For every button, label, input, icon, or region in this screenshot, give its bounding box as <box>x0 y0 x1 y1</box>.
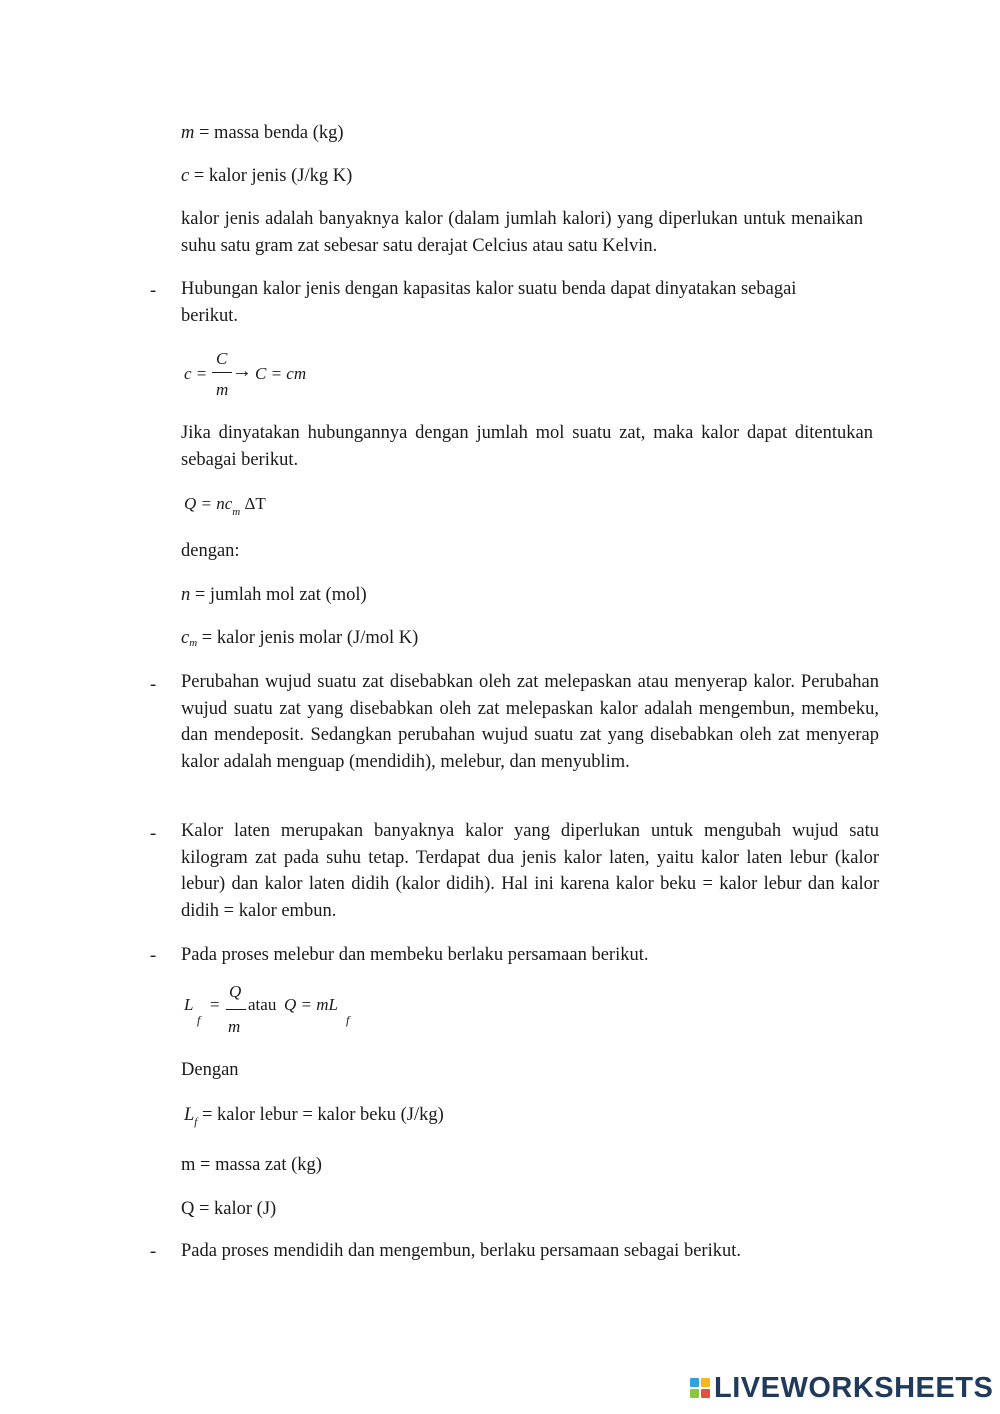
def-cm: cm = kalor jenis molar (J/mol K) <box>181 628 419 649</box>
def-lf: $L_f$ = kalor lebur = kalor beku (J/kg) <box>184 1105 444 1128</box>
bullet-dash: - <box>150 824 157 844</box>
def-m-zat: m = massa zat (kg) <box>181 1155 322 1175</box>
formula-q-ncm-dt: $Q = nc_m$ ΔT <box>184 494 266 518</box>
logo-blocks-icon <box>690 1378 710 1398</box>
kalor-jenis-definition: kalor jenis adalah banyaknya kalor (dalam jumlah kalori) yang diperlukan untuk menaikan suhu satu gram zat sebesar satu derajat Celcius atau satu Kelvin. <box>181 209 863 256</box>
bullet-melebur: Pada proses melebur dan membeku berlaku persamaan berikut. <box>181 945 649 965</box>
logo-block <box>690 1389 699 1398</box>
dengan-label-2: Dengan <box>181 1060 239 1080</box>
def-c: c = kalor jenis (J/kg K) <box>181 166 353 186</box>
bullet-kalor-laten: Kalor laten merupakan banyaknya kalor yang diperlukan untuk mengubah wujud satu kilogram zat pada suhu tetap. Terdapat dua jenis kalor laten, yaitu kalor laten lebur (kalor lebur) dan kalor laten didih (kalor didih). Hal ini karena kalor beku = kalor lebur dan kalor didih = kalor embun. <box>181 821 879 921</box>
logo-text: LIVEWORKSHEETS <box>714 1371 994 1404</box>
bullet-dash: - <box>150 675 157 695</box>
liveworksheets-logo <box>690 1373 993 1403</box>
logo-block <box>690 1378 699 1387</box>
mol-intro: Jika dinyatakan hubungannya dengan jumlah mol suatu zat, maka kalor dapat ditentukan sebagai berikut. <box>181 423 873 470</box>
def-m: m = massa benda (kg) <box>181 123 344 143</box>
bullet-dash: - <box>150 1242 157 1262</box>
arrow-icon: → <box>232 360 252 382</box>
bullet-dash: - <box>150 946 157 966</box>
logo-block <box>701 1378 710 1387</box>
dengan-label: dengan: <box>181 541 240 561</box>
logo-block <box>701 1389 710 1398</box>
bullet-dash: - <box>150 281 157 301</box>
def-n: n = jumlah mol zat (mol) <box>181 585 367 605</box>
bullet-mendidih: Pada proses mendidih dan mengembun, berlaku persamaan sebagai berikut. <box>181 1241 741 1261</box>
bullet-perubahan-wujud: Perubahan wujud suatu zat disebabkan oleh zat melepaskan atau menyerap kalor. Perubahan wujud suatu zat yang disebabkan oleh zat melepaskan kalor adalah mengembun, membeku, dan mendeposit. Sedangkan perubahan wujud suatu zat yang disebabkan oleh zat menyerap kalor adalah menguap (mendidih), melebur, dan menyublim. <box>181 672 879 772</box>
bullet-hubungan: Hubungan kalor jenis dengan kapasitas kalor suatu benda dapat dinyatakan sebagai berikut. <box>181 279 797 326</box>
def-q-kalor: Q = kalor (J) <box>181 1199 277 1219</box>
